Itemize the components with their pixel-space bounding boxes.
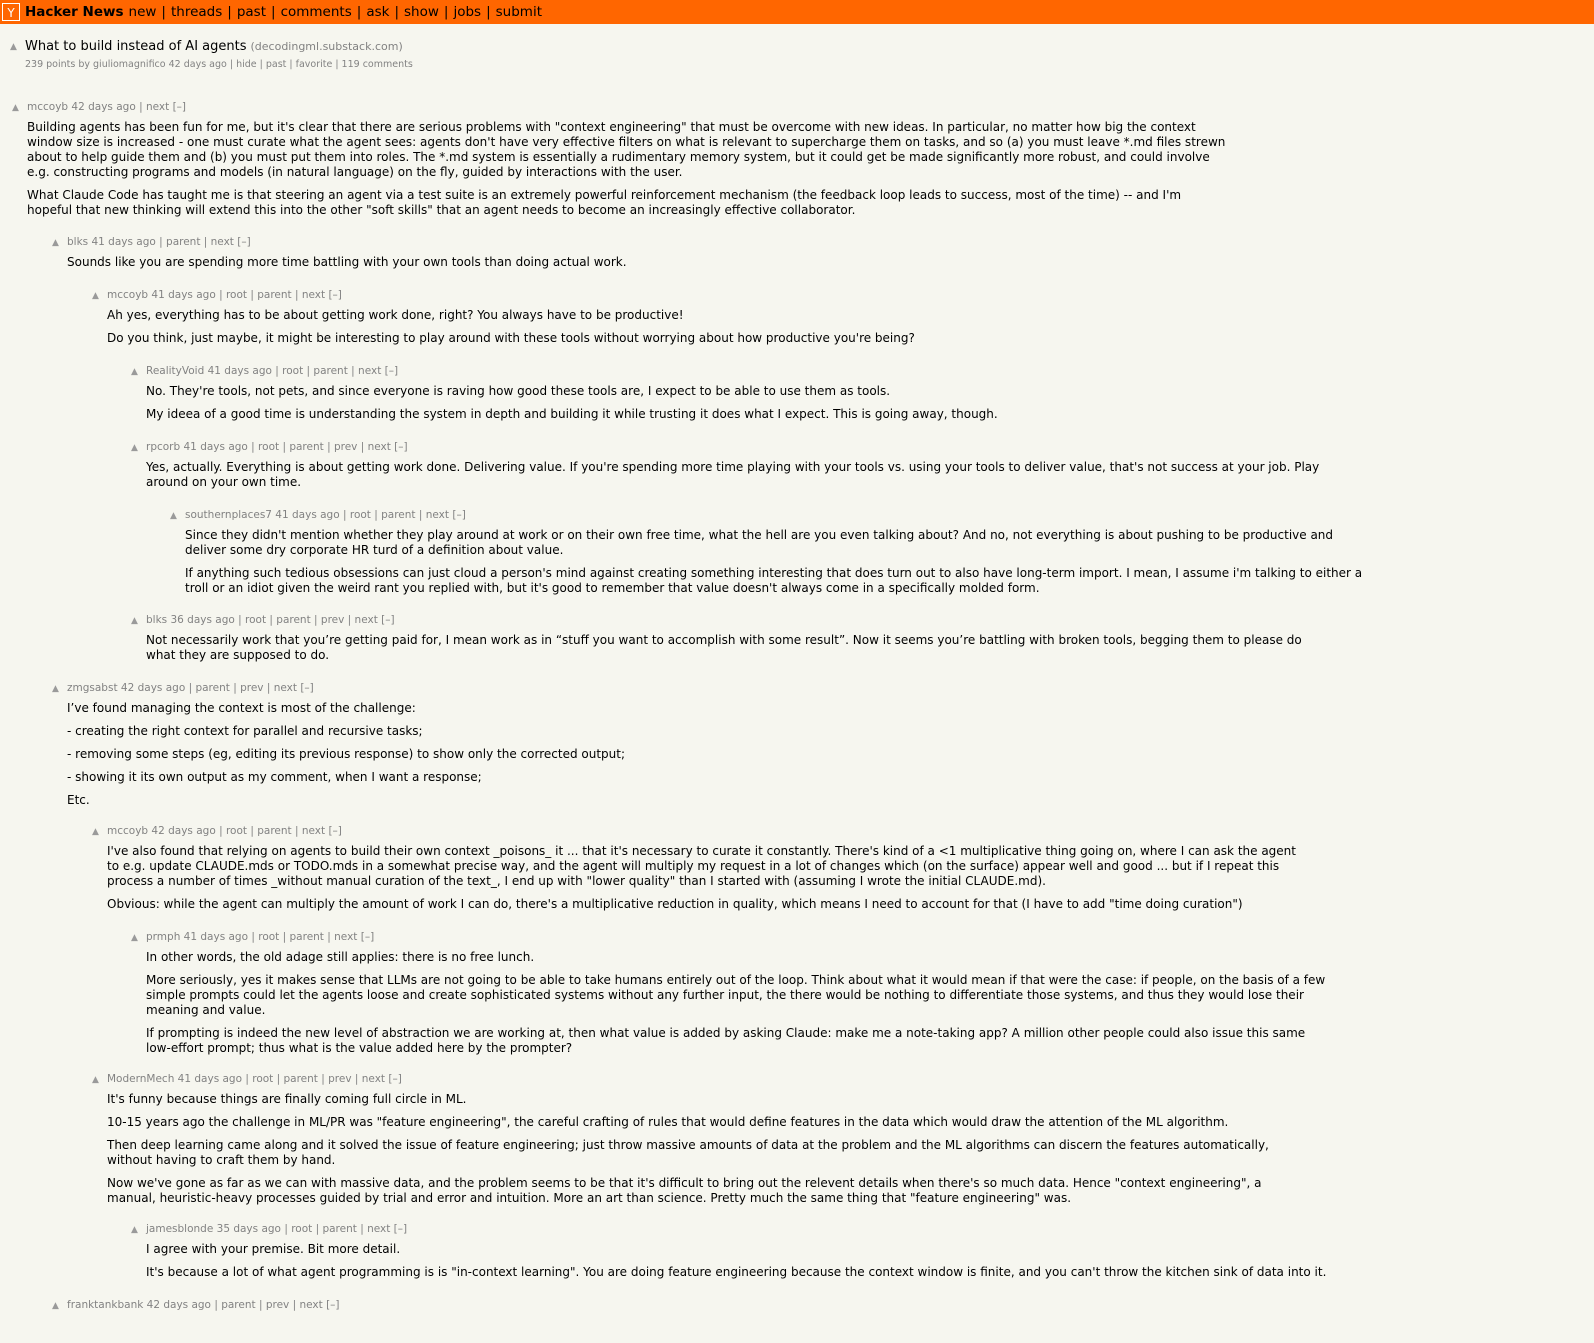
comment-body (107, 1092, 1307, 1206)
nav-jobs[interactable]: jobs (453, 4, 482, 20)
story-subtext[interactable]: 239 points by giuliomagnifico 42 days ago | hide | past | favorite | 119 comments (25, 59, 413, 70)
comment-paragraph: It's because a lot of what agent programming is is "in-context learning". You are doing feature engineering because the context window is finite, and you can't throw the kitchen sink of data into it. (146, 1265, 1327, 1279)
comment-meta[interactable]: franktankbank 42 days ago | parent | prev | next [–] (67, 1299, 340, 1311)
comment-paragraph: More seriously, yes it makes sense that LLMs are not going to be able to take humans entirely out of the loop. Think about what it would mean if that were the case: if people, on the basis of a few simple prompts could let the agents loose and create sophisticated systems without any further input, the there would be nothing to differentiate those systems, and thus they would lose their meaning and value. (146, 973, 1326, 1017)
comment-paragraph: Do you think, just maybe, it might be interesting to play around with these tools without worrying about how productive you're being? (107, 331, 915, 345)
comment-meta[interactable]: zmgsabst 42 days ago | parent | prev | next [–] (67, 682, 314, 694)
nav-past[interactable]: past (236, 4, 267, 20)
comment-paragraph: 10-15 years ago the challenge in ML/PR was "feature engineering", the careful crafting of rules that would define features in the data which would draw the attention of the ML algorithm. (107, 1115, 1229, 1129)
comment-paragraph: I've also found that relying on agents to build their own context _poisons_ it ... that it's necessary to curate it constantly. There's kind of a <1 multiplicative thing going on, where I can ask the agent to e.g. update CLAUDE.mds or TODO.mds in a somewhat precise way, and the agent will multiply my request in a lot of changes which (on the surface) appear well and good ... but if I repeat this process a number of times _without manual curation of the text_, I end up with "lower quality" than I started with (assuming I wrote the initial CLAUDE.md). (107, 844, 1296, 888)
comment-body (67, 701, 1267, 808)
nav-new[interactable]: new (128, 4, 157, 20)
story-title-link[interactable]: What to build instead of AI agents (25, 39, 247, 54)
upvote-icon[interactable]: ▲ (131, 1225, 138, 1235)
top-bar (0, 0, 1594, 24)
comment-body (67, 255, 1317, 270)
upvote-icon[interactable]: ▲ (131, 443, 138, 453)
brand-link[interactable]: Hacker News (25, 4, 124, 20)
comment-meta[interactable]: ModernMech 41 days ago | root | parent | prev | next [–] (107, 1073, 402, 1085)
upvote-icon[interactable]: ▲ (170, 511, 177, 521)
upvote-icon[interactable]: ▲ (52, 1301, 59, 1311)
comment-paragraph: Etc. (67, 793, 90, 807)
story-site-link[interactable]: (decodingml.substack.com) (250, 40, 403, 53)
nav-ask[interactable]: ask (366, 4, 390, 20)
comment-paragraph: - creating the right context for parallel and recursive tasks; (67, 724, 423, 738)
comment-paragraph: - showing it its own output as my comment, when I want a response; (67, 770, 482, 784)
upvote-icon[interactable]: ▲ (52, 238, 59, 248)
upvote-icon[interactable]: ▲ (131, 933, 138, 943)
comment-paragraph: I’ve found managing the context is most of the challenge: (67, 701, 416, 715)
upvote-icon[interactable]: ▲ (131, 616, 138, 626)
comment-meta[interactable]: mccoyb 42 days ago | root | parent | next [–] (107, 825, 342, 837)
comment-paragraph: My ideea of a good time is understanding the system in depth and building it while trusting it does what I expect. This is going away, though. (146, 407, 998, 421)
comment-paragraph: - removing some steps (eg, editing its previous response) to show only the corrected output; (67, 747, 625, 761)
comment-meta[interactable]: mccoyb 42 days ago | next [–] (27, 101, 187, 113)
nav-submit[interactable]: submit (495, 4, 542, 20)
comment-body (146, 1242, 1346, 1280)
upvote-icon[interactable]: ▲ (131, 367, 138, 377)
comment-body (146, 460, 1326, 490)
upvote-icon[interactable]: ▲ (92, 1075, 99, 1085)
comment-paragraph: Now we've gone as far as we can with massive data, and the problem seems to be that it's difficult to bring out the relevent details when there's so much data. Hence "context engineering", a manual, heuristic-heavy processes guided by trial and error and intuition. More an art than science. Pretty much the same thing that "feature engineering" was. (107, 1176, 1262, 1205)
comment-meta[interactable]: blks 36 days ago | root | parent | prev | next [–] (146, 614, 395, 626)
comment-meta[interactable]: blks 41 days ago | parent | next [–] (67, 236, 251, 248)
nav-links: new | threads | past | comments | ask | show | jobs | submit (128, 4, 542, 20)
comment-meta[interactable]: RealityVoid 41 days ago | root | parent | next [–] (146, 365, 399, 377)
comment-paragraph: Yes, actually. Everything is about getting work done. Delivering value. If you're spending more time playing with your tools vs. using your tools to deliver value, that's not success at your job. Play around on your own time. (146, 460, 1320, 489)
upvote-icon[interactable]: ▲ (92, 291, 99, 301)
story-title-line (25, 39, 403, 54)
nav-show[interactable]: show (404, 4, 439, 20)
nav-comments[interactable]: comments (280, 4, 352, 20)
hn-logo-icon[interactable]: Y (2, 3, 20, 21)
upvote-icon[interactable]: ▲ (52, 684, 59, 694)
comment-body (107, 844, 1297, 912)
comment-paragraph: It's funny because things are finally coming full circle in ML. (107, 1092, 467, 1106)
comment-meta[interactable]: southernplaces7 41 days ago | root | parent | next [–] (185, 509, 466, 521)
comment-paragraph: Then deep learning came along and it solved the issue of feature engineering; just throw massive amounts of data at the problem and the ML algorithms can discern the features automatically, without having to craft them by hand. (107, 1138, 1269, 1167)
comment-meta[interactable]: prmph 41 days ago | root | parent | next [–] (146, 931, 375, 943)
comment-meta[interactable]: jamesblonde 35 days ago | root | parent | next [–] (146, 1223, 408, 1235)
comment-paragraph: Building agents has been fun for me, but it's clear that there are serious problems with "context engineering" that must be overcome with new ideas. In particular, no matter how big the context window size is increased - one must curate what the agent sees: agents don't have very effective filters on what is relevant to supercharge them on tasks, and so (a) you must leave *.md files strewn about to help guide them and (b) you must put them into roles. The *.md system is essentially a rudimentary memory system, but it could get be made significantly more robust, and could involve e.g. constructing programs and models (in natural language) on the fly, guided by interactions with the user. (27, 120, 1226, 179)
comment-paragraph: Obvious: while the agent can multiply the amount of work I can do, there's a multiplicative reduction in quality, which means I need to account for that (I have to add "time doing curation") (107, 897, 1243, 911)
comment-paragraph: If prompting is indeed the new level of abstraction we are working at, then what value is added by asking Claude: make me a note-taking app? A million other people could also issue this same low-effort prompt; thus what is the value added here by the prompter? (146, 1026, 1306, 1055)
comment-paragraph: Since they didn't mention whether they play around at work or on their own free time, what the hell are you even talking about? And no, not everything is about pushing to be productive and deliver some dry corporate HR turd of a definition about value. (185, 528, 1334, 557)
comment-paragraph: No. They're tools, not pets, and since everyone is raving how good these tools are, I expect to be able to use them as tools. (146, 384, 891, 398)
comment-paragraph: If anything such tedious obsessions can just cloud a person's mind against creating something interesting that does turn out to also have long-term import. I mean, I assume i'm talking to either a troll or an idiot given the weird rant you replied with, but it's good to remember that value doesn't always come in a specifically molded form. (185, 566, 1363, 595)
comment-paragraph: In other words, the old adage still applies: there is no free lunch. (146, 950, 535, 964)
comment-body (27, 120, 1227, 218)
comment-paragraph: What Claude Code has taught me is that steering an agent via a test suite is an extremely powerful reinforcement mechanism (the feedback loop leads to success, most of the time) -- and I'm hopeful that new thinking will extend this into the other "soft skills" that an agent needs to become an increasingly effective collaborator. (27, 188, 1182, 217)
comment-body (146, 384, 1346, 422)
comment-paragraph: Sounds like you are spending more time battling with your own tools than doing actual work. (67, 255, 627, 269)
comment-meta[interactable]: rpcorb 41 days ago | root | parent | prev | next [–] (146, 441, 408, 453)
comment-paragraph: Ah yes, everything has to be about getting work done, right? You always have to be productive! (107, 308, 684, 322)
comment-body (185, 528, 1375, 596)
comment-body (107, 308, 1327, 346)
upvote-icon[interactable]: ▲ (12, 103, 19, 113)
comment-meta[interactable]: mccoyb 41 days ago | root | parent | next [–] (107, 289, 342, 301)
comment-paragraph: Not necessarily work that you’re getting paid for, I mean work as in “stuff you want to accomplish with some result”. Now it seems you’re battling with broken tools, begging them to please do what they are supposed to do. (146, 633, 1302, 662)
comment-body (146, 950, 1326, 1056)
nav-threads[interactable]: threads (170, 4, 223, 20)
comment-paragraph: I agree with your premise. Bit more detail. (146, 1242, 401, 1256)
upvote-icon[interactable]: ▲ (92, 827, 99, 837)
upvote-icon[interactable]: ▲ (10, 42, 17, 52)
comment-body (146, 633, 1331, 663)
